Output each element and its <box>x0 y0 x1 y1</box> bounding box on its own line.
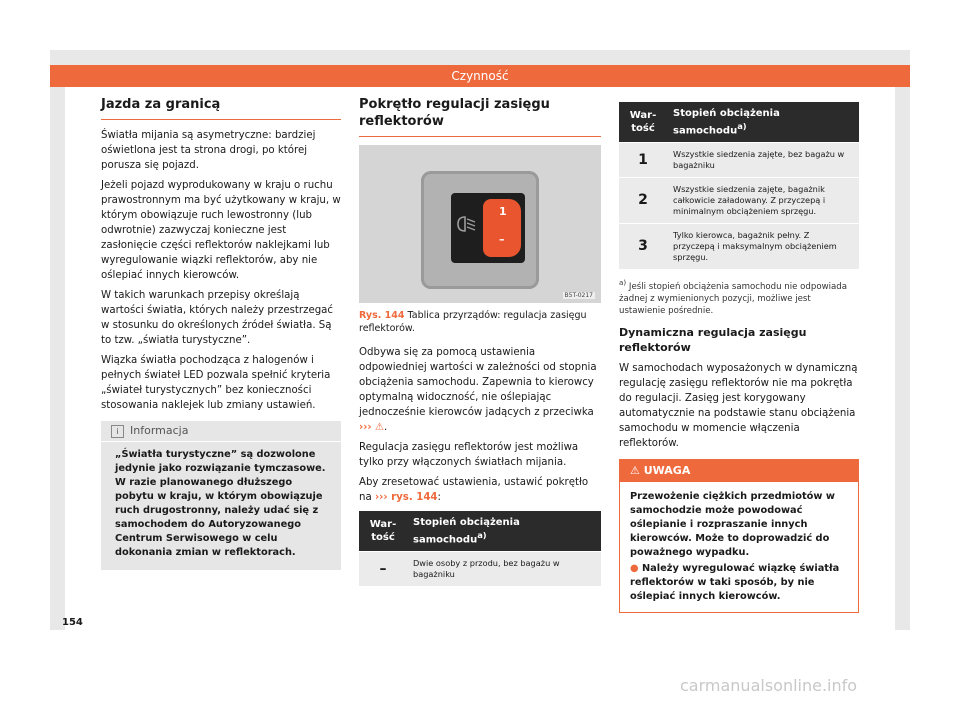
wheel-mark-1: 1 <box>499 205 507 218</box>
watermark: carmanualsonline.info <box>680 676 858 695</box>
section-heading-headlight-range: Pokrętło regulacji zasięgu reflektorów <box>359 96 601 137</box>
warning-icon: ⚠ <box>374 422 384 433</box>
column-header-value: War-tość <box>619 102 667 143</box>
load-table <box>359 511 601 586</box>
middle-column <box>359 96 601 586</box>
paragraph: Światła mijania są asymetryczne: bardziej oświetlona jest ta strona drogi, po której porusza się pojazd. <box>101 130 316 171</box>
table-cell-value: 1 <box>619 143 667 178</box>
column-header-text: Stopień obciążenia samochodu <box>413 517 520 546</box>
footnote-text: Jeśli stopień obciążenia samochodu nie odpowiada żadnej z wymienionych pozycji, możliwe jest ustawienie pośrednie. <box>619 282 847 317</box>
left-column <box>101 96 341 570</box>
load-table-continued <box>619 102 859 269</box>
table-row <box>619 178 859 224</box>
headlight-range-icon <box>455 213 477 239</box>
page-number: 154 <box>62 617 83 628</box>
figure-reference-link[interactable]: ››› rys. 144 <box>374 492 438 503</box>
warning-box-header <box>620 460 858 482</box>
wheel-mark-dash: – <box>499 233 505 246</box>
paragraph: Wiązka światła pochodząca z halogenów i pełnych świateł LED pozwala spełnić kryteria „świateł turystycznych” bez konieczności stosowania naklejek lub zmiany ustawień. <box>101 355 331 411</box>
warning-icon: ⚠ <box>630 464 640 478</box>
headlight-range-dial-figure <box>359 145 601 303</box>
table-row <box>359 552 601 587</box>
info-icon: i <box>111 425 124 438</box>
paragraph: Odbywa się za pomocą ustawienia odpowiedniej wartości w zależności od stopnia obciążenia samochodu. Zapewnia to kierowcy optymalną widoczność, nie oślepiając jednocześnie kierowców jadących z przeciwka ››› ⚠. <box>359 347 597 433</box>
paragraph: W takich warunkach przepisy określają wartości światła, których należy przestrzegać w stosunku do określonych źródeł światła. Są to tzw. „światła turystyczne”. <box>101 290 334 346</box>
table-header-row <box>359 511 601 552</box>
dial-panel <box>421 171 539 289</box>
table-cell-desc: Dwie osoby z przodu, bez bagażu w bagażniku <box>407 552 601 587</box>
warning-bullet-item <box>630 562 848 604</box>
warning-box <box>619 459 859 613</box>
warning-box-body <box>620 482 858 612</box>
table-cell-desc: Wszystkie siedzenia zajęte, bez bagażu w bagażniku <box>667 143 859 178</box>
paragraph: Jeżeli pojazd wyprodukowany w kraju o ruchu prawostronnym ma być użytkowany w kraju, w którym obowiązuje ruch lewostronny (lub odwrotnie) zazwyczaj konieczne jest zasłonięcie części reflektorów naklejkami lub wyregulowanie wiązki reflektorów, aby nie oślepiać innych kierowców. <box>101 180 341 281</box>
right-column <box>619 102 859 613</box>
range-adjust-wheel <box>483 199 521 257</box>
table-row <box>619 224 859 270</box>
info-box-header <box>101 421 341 442</box>
caption-label: Rys. 144 <box>359 310 405 321</box>
warning-bullet-text: Należy wyregulować wiązkę światła reflektorów w taki sposób, by nie oślepiać innych kierowców. <box>630 563 840 603</box>
paragraph: W samochodach wyposażonych w dynamiczną regulację zasięgu reflektorów nie ma pokrętła do regulacji. Zasięg jest korygowany automatycznie na podstawie stanu obciążenia samochodu w momencie włączenia reflektorów. <box>619 363 858 450</box>
column-header-value: War-tość <box>359 511 407 552</box>
table-footnote <box>619 277 859 317</box>
table-cell-desc: Wszystkie siedzenia zajęte, bagażnik całkowicie załadowany. Z przyczepą i minimalnym obciążeniem sprzęgu. <box>667 178 859 224</box>
figure-code: B5T-0217 <box>564 292 593 299</box>
table-cell-desc: Tylko kierowca, bagażnik pełny. Z przyczepą i maksymalnym obciążeniem sprzęgu. <box>667 224 859 270</box>
paragraph <box>359 475 601 505</box>
table-cell-value: – <box>359 552 407 587</box>
cross-reference: ››› <box>359 422 372 433</box>
paragraph-text: Aby zresetować ustawienia, ustawić pokrętło na <box>359 477 589 503</box>
info-box-title: Informacja <box>130 424 189 437</box>
table-cell-value: 2 <box>619 178 667 224</box>
dial-well <box>451 193 525 263</box>
warning-title: UWAGA <box>643 464 691 478</box>
warning-text: Przewożenie ciężkich przedmiotów w samochodzie może powodować oślepianie i rozpraszanie innych kierowców. Może to doprowadzić do poważnego wypadku. <box>630 491 835 559</box>
column-header-load <box>667 102 859 143</box>
caption-text: Tablica przyrządów: regulacja zasięgu reflektorów. <box>359 310 587 334</box>
table-header-row <box>619 102 859 143</box>
table-cell-value: 3 <box>619 224 667 270</box>
bullet-dot: ● <box>630 563 639 575</box>
info-box-body: „Światła turystyczne” są dozwolone jedynie jako rozwiązanie tymczasowe. W razie planowanego dłuższego pobytu w kraju, w którym obowiązuje ruch drugostronny, należy udać się z samochodem do Autoryzowanego Centrum Serwisowego w celu dokonania zmian w reflektorach. <box>115 449 326 558</box>
footnote-mark: a) <box>737 121 747 131</box>
paragraph: Regulacja zasięgu reflektorów jest możliwa tylko przy włączonych światłach mijania. <box>359 442 579 468</box>
table-row <box>619 143 859 178</box>
section-heading-driving-abroad: Jazda za granicą <box>101 96 341 120</box>
section-header: Czynność <box>50 65 910 87</box>
info-box <box>101 421 341 570</box>
footnote-mark: a) <box>477 530 487 540</box>
paragraph-text: Odbywa się za pomocą ustawienia odpowiedniej wartości w zależności od stopnia obciążenia samochodu. Zapewnia to kierowcy optymalną widoczność, nie oślepiając jednocześnie kierowców jadących z przeciwka <box>359 347 597 418</box>
column-header-load <box>407 511 601 552</box>
subheading-dynamic-range: Dynamiczna regulacja zasięgu reflektorów <box>619 326 807 355</box>
column-header-text: Stopień obciążenia samochodu <box>673 108 780 137</box>
paragraph-end: : <box>437 492 441 503</box>
footnote-mark: a) <box>619 278 627 288</box>
figure-caption <box>359 309 601 335</box>
